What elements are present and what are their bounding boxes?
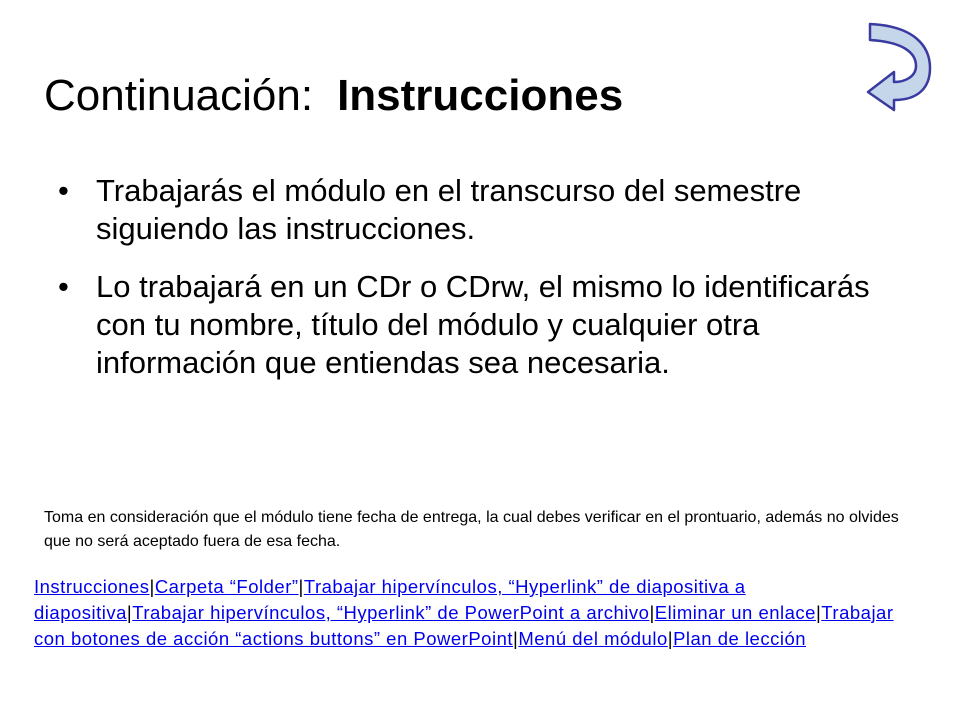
nav-separator: |: [649, 602, 655, 623]
bullet-text: Lo trabajará en un CDr o CDrw, el mismo lo identificarás con tu nombre, título del módulo y cualquier otra información que entiendas sea necesaria.: [96, 269, 870, 380]
bullet-marker: •: [58, 269, 69, 304]
nav-separator: |: [298, 576, 304, 597]
nav-link-carpeta-folder[interactable]: Carpeta “Folder”: [154, 576, 299, 597]
nav-link-hipervinculos-archivo[interactable]: Trabajar hipervínculos, “Hyperlink” de PowerPoint a archivo: [132, 602, 650, 623]
slide-title-prefix: Continuación:: [44, 71, 314, 120]
bullet-text: Trabajarás el módulo en el transcurso del semestre siguiendo las instrucciones.: [96, 173, 802, 246]
bullet-list: [52, 172, 882, 402]
curved-back-arrow-icon: [862, 18, 934, 114]
slide-title: [44, 66, 623, 126]
nav-separator: |: [815, 602, 822, 623]
nav-link-botones-accion[interactable]: Trabajar con botones de acción “actions buttons” en PowerPoint: [34, 602, 894, 649]
slide-title-main: Instrucciones: [337, 71, 624, 120]
nav-link-hipervinculos-diapositiva[interactable]: Trabajar hipervínculos, “Hyperlink” de diapositiva a diapositiva: [34, 576, 746, 623]
bullet-item: [52, 268, 882, 382]
nav-link-plan-leccion[interactable]: Plan de lección: [673, 628, 807, 649]
deadline-note: Toma en consideración que el módulo tiene fecha de entrega, la cual debes verificar en el prontuario, además no olvides que no será aceptado fuera de esa fecha.: [44, 509, 899, 550]
module-nav-links: [34, 574, 914, 652]
bullet-item: [52, 172, 882, 248]
bullet-marker: •: [58, 173, 69, 208]
nav-separator: |: [126, 602, 133, 623]
nav-separator: |: [667, 628, 674, 649]
nav-separator: |: [513, 628, 519, 649]
nav-link-menu-modulo[interactable]: Menú del módulo: [518, 628, 668, 649]
nav-separator: |: [149, 576, 155, 597]
nav-link-instrucciones[interactable]: Instrucciones: [34, 576, 150, 597]
back-arrow-button[interactable]: [862, 18, 934, 114]
nav-link-eliminar-enlace[interactable]: Eliminar un enlace: [654, 602, 816, 623]
